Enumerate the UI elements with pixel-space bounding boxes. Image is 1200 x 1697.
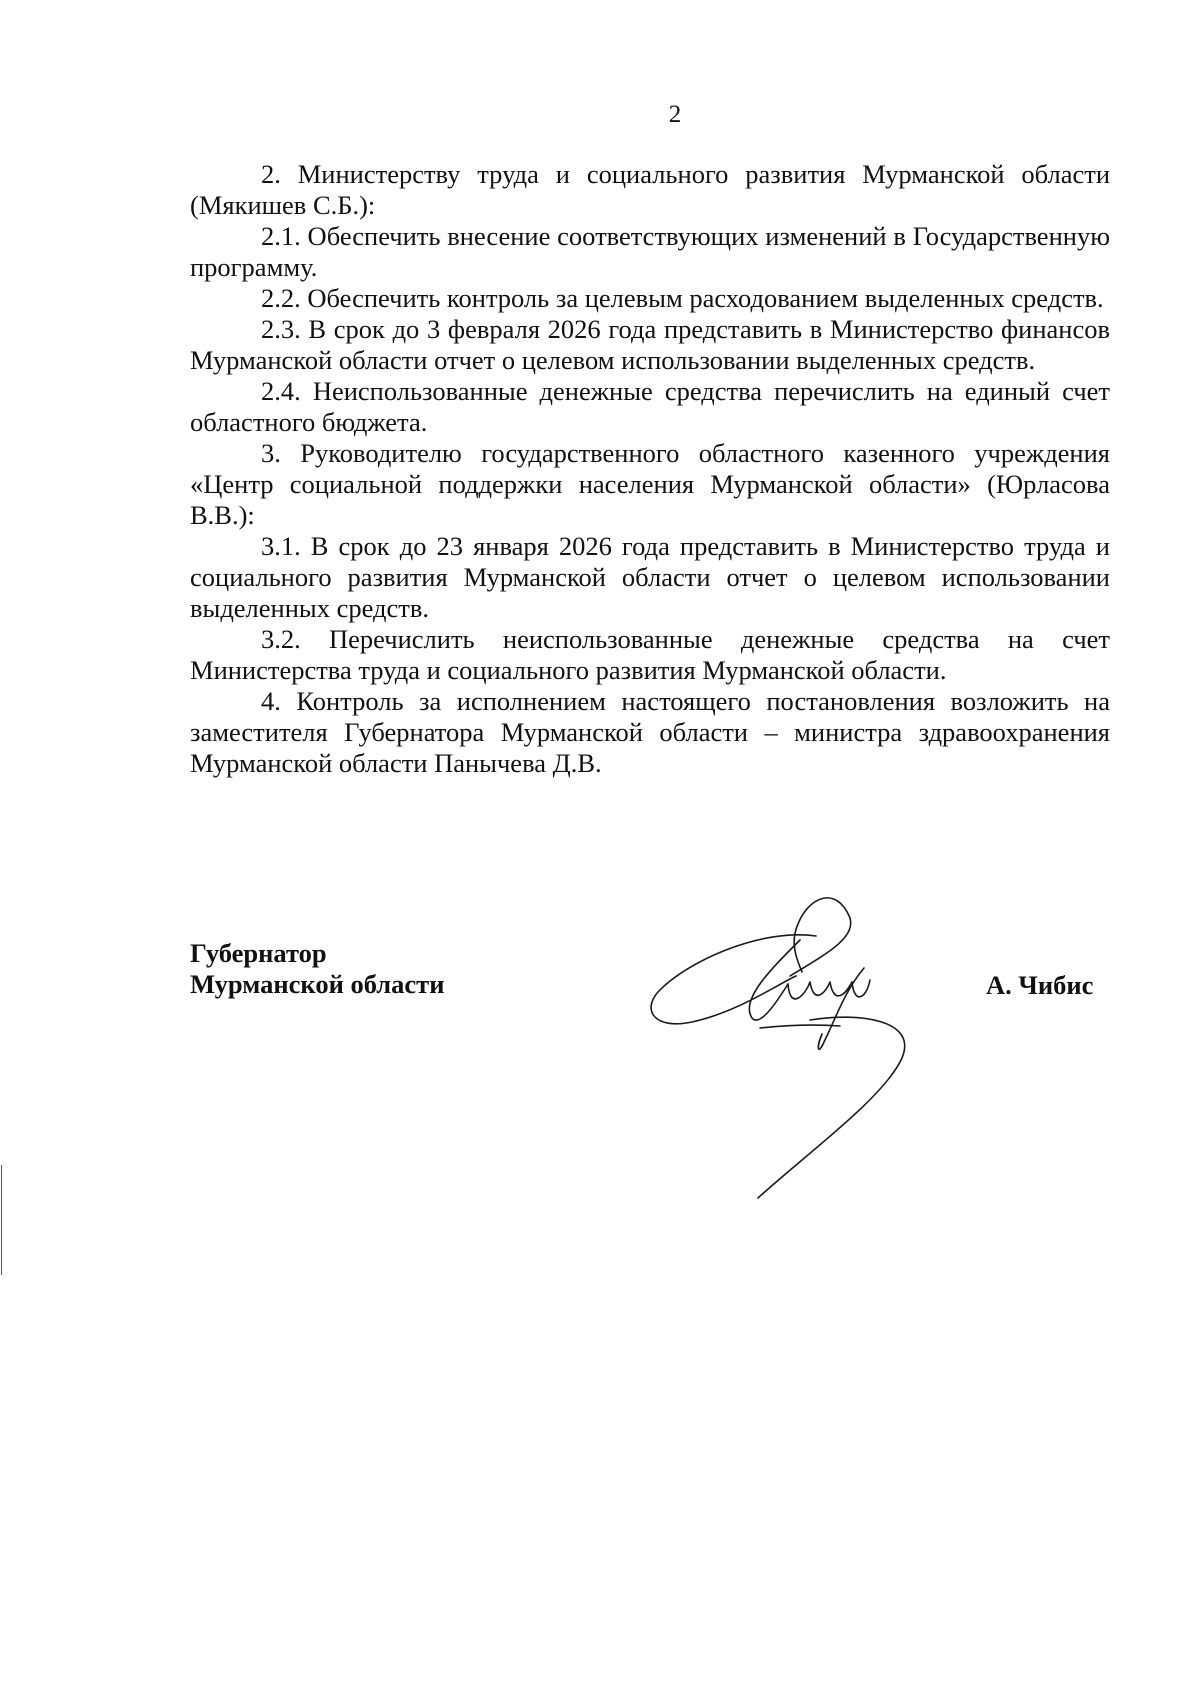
document-body <box>190 159 1110 779</box>
paragraph-2: 2. Министерству труда и социального развития Мурманской области (Мякишев С.Б.): <box>190 159 1110 220</box>
page-number: 2 <box>668 101 682 128</box>
paragraph-3: 3. Руководителю государственного областного казенного учреждения «Центр социальной поддержки населения Мурманской области» (Юрласова В.В.): <box>190 438 1110 530</box>
scan-edge-mark <box>1 1165 2 1275</box>
handwritten-signature <box>640 880 920 1200</box>
signer-title <box>190 938 444 1000</box>
paragraph-2-1: 2.1. Обеспечить внесение соответствующих изменений в Государственную программу. <box>190 221 1110 282</box>
paragraph-2-3: 2.3. В срок до 3 февраля 2026 года представить в Министерство финансов Мурманской области отчет о целевом использовании выделенных средств. <box>190 314 1110 375</box>
paragraph-2-4: 2.4. Неиспользованные денежные средства перечислить на единый счет областного бюджета. <box>190 376 1110 437</box>
signer-name: А. Чибис <box>986 970 1094 1000</box>
signer-title-line2: Мурманской области <box>190 969 445 999</box>
paragraph-3-2: 3.2. Перечислить неиспользованные денежные средства на счет Министерства труда и социального развития Мурманской области. <box>190 624 1110 685</box>
paragraph-2-2: 2.2. Обеспечить контроль за целевым расходованием выделенных средств. <box>261 283 1104 313</box>
paragraph-4: 4. Контроль за исполнением настоящего постановления возложить на заместителя Губернатора Мурманской области – министра здравоохранения Мурманской области Панычева Д.В. <box>190 686 1110 778</box>
signer-title-line1: Губернатор <box>190 938 327 968</box>
paragraph-3-1: 3.1. В срок до 23 января 2026 года представить в Министерство труда и социального развития Мурманской области отчет о целевом использовании выделенных средств. <box>190 531 1110 623</box>
